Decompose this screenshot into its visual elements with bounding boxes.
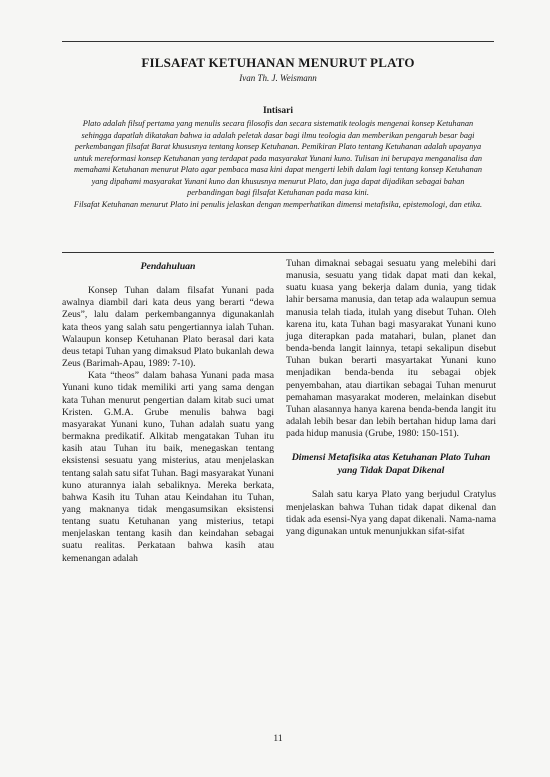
- left-column: [62, 258, 274, 565]
- body-paragraph: Salah satu karya Plato yang berjudul Cratylus menjelaskan bahwa Tuhan tidak dapat dikenal dan tidak ada esensi-Nya yang dapat dikenali. Nama-nama yang digunakan untuk menunjukkan sifat-sifat: [286, 489, 496, 537]
- body-paragraph: Konsep Tuhan dalam filsafat Yunani pada awalnya diambil dari kata deus yang berarti “dewa Zeus”, lalu dalam perkembangannya digunakanlah kata theos yang salah satu pengertiannya ialah Tuhan. Walaupun konsep Ketuhanan Plato berasal dari kata deus tetapi Tuhan yang dimaksud Plato bukanlah dewa Zeus (Barimah-Apau, 1989: 7-10).: [62, 285, 274, 370]
- section-rule: [62, 252, 494, 253]
- section-heading-pendahuluan: Pendahuluan: [140, 261, 196, 272]
- abstract-body: [70, 118, 486, 210]
- body-paragraph: Kata “theos” dalam bahasa Yunani pada masa Yunani kuno tidak memiliki arti yang sama dengan kata Tuhan menurut pengertian dalam kitab suci umat Kristen. G.M.A. Grube menulis bahwa bagi masyarakat Yunani kuno, Tuhan adalah suatu yang bermakna predikatif. Alkitab mengatakan Tuhan itu kasih atau Tuhan itu baik, menegaskan tentang eksistensi sesuatu yang misterius, atau menjelaskan tentang salah satu sifat Tuhan. Bagi masyarakat Yunani kuno aturannya ialah sebaliknya. Mereka berkata, bahwa Kasih itu Tuhan atau Keindahan itu Tuhan, yang maknanya tidak mengasumsikan eksistensi tentang suatu Ketuhanan yang misterius, tetapi menjelaskan tentang kasih dan keindahan sebagai suatu realitas. Perkataan bahwa kasih atau kemenangan adalah: [62, 370, 274, 564]
- right-column: [286, 258, 496, 538]
- section-heading-dimensi-metafisika: Dimensi Metafisika atas Ketuhanan Plato Tuhan yang Tidak Dapat Dikenal: [291, 452, 491, 476]
- top-rule: [62, 41, 494, 42]
- author-name: Ivan Th. J. Weismann: [239, 73, 317, 83]
- abstract-heading: Intisari: [262, 106, 294, 116]
- abstract-paragraph-1: Plato adalah filsuf pertama yang menulis secara filosofis dan secara sistematik teologis mengenai konsep Ketuhanan sehingga dapatlah dikatakan bahwa ia adalah peletak dasar bagi ilmu teologia dan memberikan pengaruh besar bagi perkembangan filsafat Barat khususnya tentang konsep Ketuhanan. Pemikiran Plato tentang Ketuhanan adalah upayanya untuk mereformasi konsep Ketuhanan yang terdapat pada masyarakat Yunani kuno. Tulisan ini berupaya menganalisa dan memahami Ketuhanan menurut Plato agar pembaca masa kini dapat mengerti lebih dalam lagi tentang konsep Ketuhanan yang dipahami masyarakat Yunani kuno dan khususnya menurut Plato, dan juga dapat dijadikan sebagai bahan perbandingan bagi filsafat Ketuhanan pada masa kini.: [73, 119, 483, 197]
- page-number: 11: [273, 734, 283, 744]
- abstract-paragraph-2: Filsafat Ketuhanan menurut Plato ini penulis jelaskan dengan memperhatikan dimensi metafisika, epistemologi, dan etika.: [73, 199, 483, 209]
- article-title: FILSAFAT KETUHANAN MENURUT PLATO: [141, 55, 415, 70]
- body-paragraph: Tuhan dimaknai sebagai sesuatu yang melebihi dari manusia, sesuatu yang tidak dapat mati dan kekal, suatu kuasa yang bekerja dalam dunia, yang tidak lahir bersama manusia, dan tetap ada walaupun semua manusia telah tiada, itulah yang disebut Tuhan. Oleh karena itu, kata Tuhan bagi masyarakat Yunani kuno juga diterapkan pada matahari, bulan, planet dan benda-benda langit lainnya, tetapi sekalipun disebut Tuhan bukan berarti masyartakat Yunani kuno menjadikan benda-benda itu sebagai objek penyembahan, atau diartikan sebagai Tuhan menurut pemahaman masyarakat moderen, melainkan disebut Tuhan alasannya hanya karena benda-benda langit itu adalah lebih besar dan lebih bertahan hidup lama dari pada hidup manusia (Grube, 1980: 150-151).: [286, 258, 496, 440]
